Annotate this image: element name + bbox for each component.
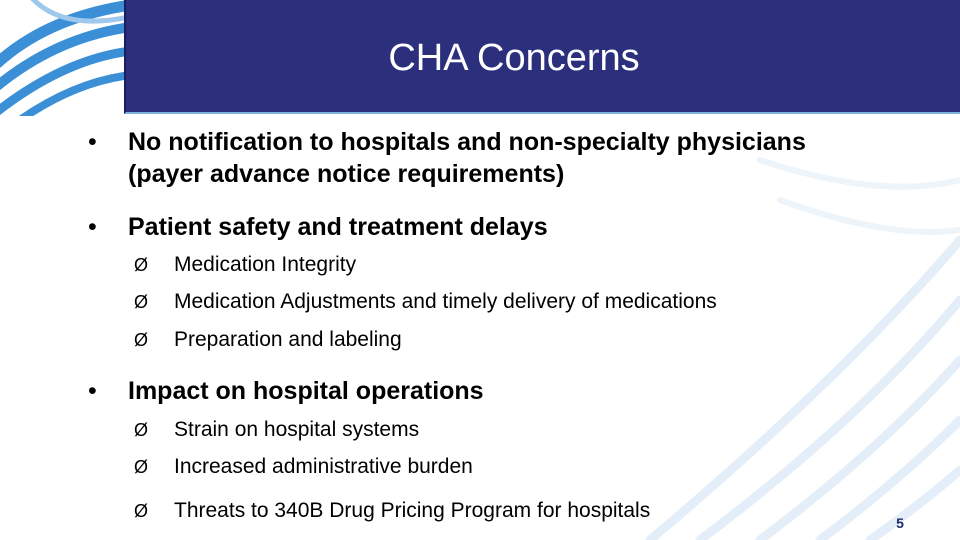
page-number: 5 [896, 515, 904, 531]
bullet-text-line: (payer advance notice requirements) [128, 160, 565, 188]
sub-item-text: Preparation and labeling [174, 328, 402, 351]
bullet-glyph: • [88, 213, 97, 241]
arrow-bullet-icon: Ø [134, 330, 149, 350]
bullet-text-line: Impact on hospital operations [128, 377, 484, 405]
bullet-text-line: No notification to hospitals and non-specialty physicians [128, 128, 806, 156]
sub-item-text: Medication Integrity [174, 253, 357, 276]
slide-title: CHA Concerns [388, 37, 640, 79]
bullet-text-line: Patient safety and treatment delays [128, 213, 548, 241]
arrow-bullet-icon: Ø [134, 420, 149, 440]
bullet-glyph: • [88, 377, 97, 405]
sub-item-text: Strain on hospital systems [174, 418, 420, 441]
arrow-bullet-icon: Ø [134, 501, 149, 521]
arrow-bullet-icon: Ø [134, 292, 149, 312]
sub-item-text: Increased administrative burden [174, 455, 473, 478]
sub-item-text: Threats to 340B Drug Pricing Program for hospitals [174, 499, 651, 522]
sub-item-text: Medication Adjustments and timely delivery of medications [174, 290, 717, 313]
bullet-glyph: • [88, 128, 97, 156]
arrow-bullet-icon: Ø [134, 457, 149, 477]
arrow-bullet-icon: Ø [134, 255, 149, 275]
title-bar [124, 0, 960, 114]
cha-logo-swoosh-icon [0, 0, 124, 116]
